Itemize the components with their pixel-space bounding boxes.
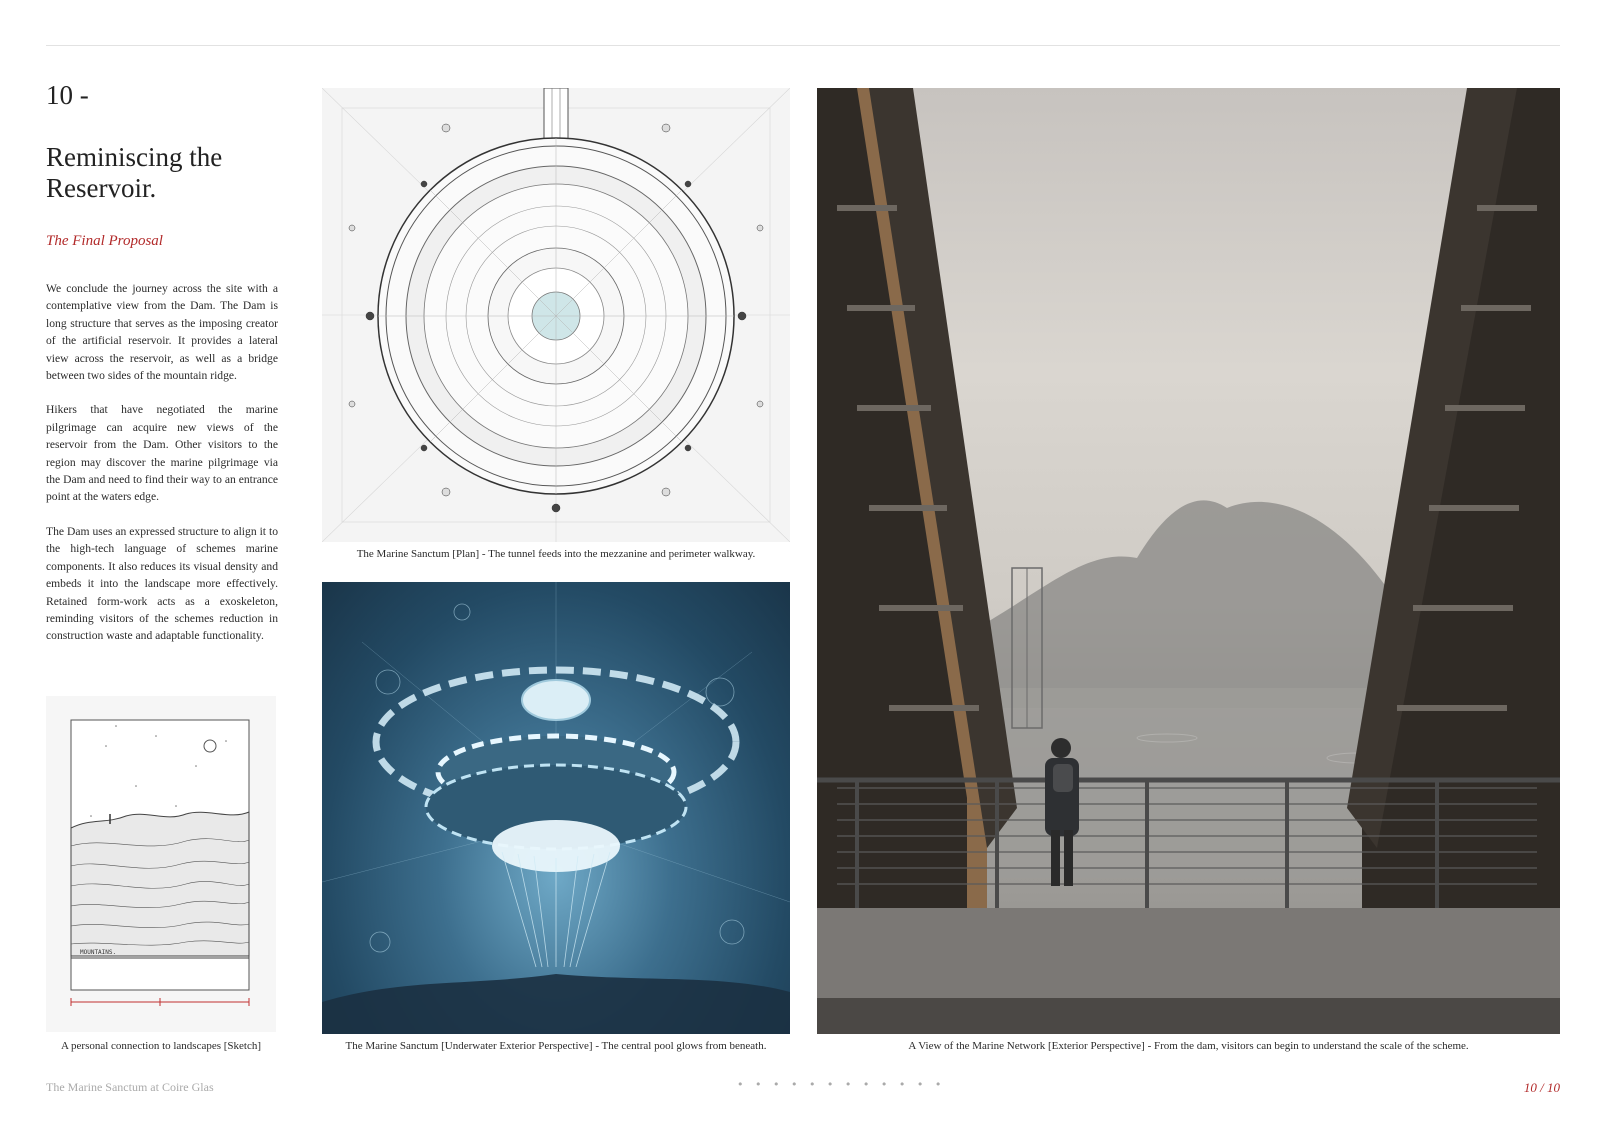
sketch-caption: A personal connection to landscapes [Sketch] — [60, 1040, 262, 1052]
paragraph-3: The Dam uses an expressed structure to align it to the high-tech language of schemes marine components. It also reduces its visual density and embeds it into the landscape more effectively. Retained form-work acts as a exoskeleton, reminding visitors of the schemes reduction in construction waste and adaptable functionality. — [46, 524, 278, 643]
page-subtitle: The Final Proposal — [46, 233, 163, 249]
header-rule — [46, 45, 1560, 46]
sketch-image — [46, 696, 276, 1032]
plan-drawing — [322, 88, 790, 542]
plan-caption: The Marine Sanctum [Plan] - The tunnel feeds into the mezzanine and perimeter walkway. — [356, 548, 756, 560]
sketch-label: MOUNTAINS. — [80, 949, 117, 956]
page-number: 10 / 10 — [1523, 1080, 1560, 1095]
exterior-caption: A View of the Marine Network [Exterior Perspective] - From the dam, visitors can begin to understand the scale of the scheme. — [908, 1040, 1469, 1052]
paragraph-1: We conclude the journey across the site with a contemplative view from the Dam. The Dam is long structure that serves as the imposing creator of the artificial reservoir. It provides a lateral view across the reservoir, as well as a bridge between two sides of the mountain ridge. — [46, 282, 278, 383]
body-text — [46, 280, 278, 662]
section-number: 10 - — [46, 80, 89, 110]
page-dots: • • • • • • • • • • • • — [737, 1078, 946, 1091]
underwater-render — [322, 582, 790, 1034]
underwater-caption: The Marine Sanctum [Underwater Exterior Perspective] - The central pool glows from beneath. — [345, 1040, 767, 1052]
footer-document-title: The Marine Sanctum at Coire Glas — [46, 1080, 214, 1094]
paragraph-2: Hikers that have negotiated the marine pilgrimage can acquire new views of the reservoir from the Dam. Other visitors to the region may discover the marine pilgrimage via the Dam and need to find their way to an entrance point at the waters edge. — [46, 403, 278, 504]
exterior-render — [817, 88, 1560, 1034]
page-title: Reminiscing the Reservoir. — [46, 142, 223, 203]
